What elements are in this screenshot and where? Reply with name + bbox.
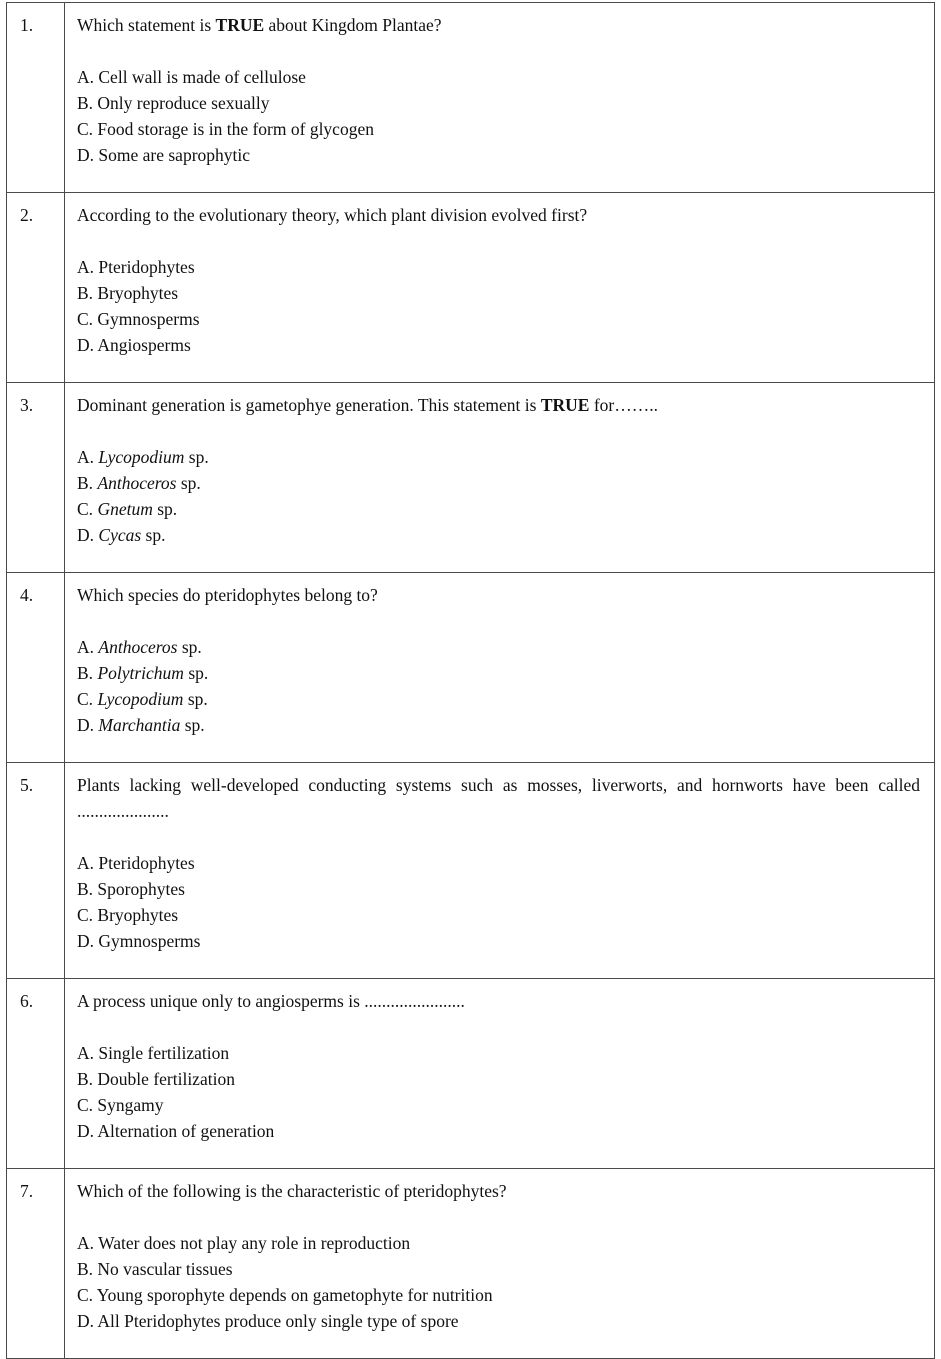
option-segment: C. Young sporophyte depends on gametophyte for nutrition bbox=[77, 1285, 493, 1305]
option-segment: sp. bbox=[152, 499, 178, 519]
question-text-segment: A process unique only to angiosperms is ....................... bbox=[77, 991, 465, 1011]
option-segment: D. Gymnosperms bbox=[77, 931, 201, 951]
question-number: 7. bbox=[7, 1169, 65, 1359]
question-text-segment: TRUE bbox=[215, 15, 265, 35]
option-c bbox=[77, 1282, 920, 1308]
question-content bbox=[65, 763, 935, 979]
option-b bbox=[77, 660, 920, 686]
option-segment: sp. bbox=[184, 447, 209, 467]
option-segment: A. Pteridophytes bbox=[77, 853, 195, 873]
option-c bbox=[77, 116, 920, 142]
question-content bbox=[65, 383, 935, 573]
option-segment: Marchantia bbox=[98, 715, 181, 735]
option-segment: D. Angiosperms bbox=[77, 335, 191, 355]
option-b bbox=[77, 1066, 920, 1092]
option-segment: A. Pteridophytes bbox=[77, 257, 195, 277]
question-content bbox=[65, 979, 935, 1169]
option-segment: C. Syngamy bbox=[77, 1095, 164, 1115]
option-d bbox=[77, 1118, 920, 1144]
question-row bbox=[7, 193, 935, 383]
option-segment: sp. bbox=[183, 689, 208, 709]
option-a bbox=[77, 850, 920, 876]
option-d bbox=[77, 332, 920, 358]
options-list bbox=[77, 1040, 920, 1144]
option-segment: Anthoceros bbox=[98, 637, 178, 657]
option-segment: B. Bryophytes bbox=[77, 283, 179, 303]
options-list bbox=[77, 634, 920, 738]
option-c bbox=[77, 686, 920, 712]
options-list bbox=[77, 1230, 920, 1334]
option-segment: sp. bbox=[141, 525, 166, 545]
option-segment: Gnetum bbox=[97, 499, 153, 519]
option-a bbox=[77, 254, 920, 280]
question-text bbox=[77, 202, 920, 228]
question-text-segment: for…….. bbox=[589, 395, 658, 415]
question-text bbox=[77, 392, 920, 418]
question-text-segment: Which species do pteridophytes belong to? bbox=[77, 585, 378, 605]
question-content bbox=[65, 193, 935, 383]
options-list bbox=[77, 444, 920, 548]
option-a bbox=[77, 1040, 920, 1066]
options-list bbox=[77, 64, 920, 168]
option-segment: C. Bryophytes bbox=[77, 905, 179, 925]
option-b bbox=[77, 876, 920, 902]
option-segment: D. bbox=[77, 715, 99, 735]
option-segment: A. Single fertilization bbox=[77, 1043, 230, 1063]
question-text bbox=[77, 582, 920, 608]
option-segment: B. bbox=[77, 473, 98, 493]
option-segment: sp. bbox=[183, 663, 209, 683]
option-segment: sp. bbox=[177, 637, 202, 657]
question-text-segment: about Kingdom Plantae? bbox=[264, 15, 442, 35]
option-d bbox=[77, 1308, 920, 1334]
question-text-segment: According to the evolutionary theory, which plant division evolved first? bbox=[77, 205, 588, 225]
question-number: 1. bbox=[7, 3, 65, 193]
option-d bbox=[77, 928, 920, 954]
option-segment: Anthoceros bbox=[97, 473, 177, 493]
option-segment: sp. bbox=[180, 715, 205, 735]
option-b bbox=[77, 1256, 920, 1282]
option-segment: A. bbox=[77, 447, 99, 467]
option-a bbox=[77, 444, 920, 470]
option-segment: D. bbox=[77, 525, 99, 545]
option-b bbox=[77, 280, 920, 306]
question-content bbox=[65, 3, 935, 193]
option-segment: D. Some are saprophytic bbox=[77, 145, 251, 165]
question-text bbox=[77, 988, 920, 1014]
question-row bbox=[7, 573, 935, 763]
question-text-segment: Plants lacking well-developed conducting systems such as mosses, liverworts, and hornworts have been called ..................... bbox=[77, 775, 920, 821]
option-segment: sp. bbox=[176, 473, 201, 493]
question-row bbox=[7, 3, 935, 193]
option-d bbox=[77, 712, 920, 738]
question-text bbox=[77, 772, 920, 824]
option-b bbox=[77, 90, 920, 116]
option-segment: C. Food storage is in the form of glycogen bbox=[77, 119, 374, 139]
question-row bbox=[7, 979, 935, 1169]
question-text bbox=[77, 12, 920, 38]
question-number: 3. bbox=[7, 383, 65, 573]
option-a bbox=[77, 1230, 920, 1256]
quiz-table-body bbox=[7, 3, 935, 1359]
option-segment: B. Only reproduce sexually bbox=[77, 93, 270, 113]
question-row bbox=[7, 763, 935, 979]
option-segment: C. Gymnosperms bbox=[77, 309, 200, 329]
question-content bbox=[65, 573, 935, 763]
question-text-segment: Dominant generation is gametophye generation. This statement is bbox=[77, 395, 541, 415]
option-d bbox=[77, 142, 920, 168]
option-segment: C. bbox=[77, 499, 98, 519]
option-a bbox=[77, 634, 920, 660]
options-list bbox=[77, 254, 920, 358]
question-text-segment: Which of the following is the characteristic of pteridophytes? bbox=[77, 1181, 507, 1201]
question-text-segment: TRUE bbox=[540, 395, 590, 415]
quiz-table bbox=[6, 2, 935, 1359]
options-list bbox=[77, 850, 920, 954]
option-segment: B. Sporophytes bbox=[77, 879, 185, 899]
option-c bbox=[77, 1092, 920, 1118]
question-number: 4. bbox=[7, 573, 65, 763]
option-segment: D. All Pteridophytes produce only single type of spore bbox=[77, 1311, 459, 1331]
option-segment: A. Water does not play any role in reproduction bbox=[77, 1233, 411, 1253]
option-segment: A. Cell wall is made of cellulose bbox=[77, 67, 306, 87]
question-text bbox=[77, 1178, 920, 1204]
option-segment: Polytrichum bbox=[97, 663, 184, 683]
option-segment: D. Alternation of generation bbox=[77, 1121, 275, 1141]
option-c bbox=[77, 496, 920, 522]
question-number: 2. bbox=[7, 193, 65, 383]
option-segment: B. Double fertilization bbox=[77, 1069, 235, 1089]
option-c bbox=[77, 306, 920, 332]
option-segment: Lycopodium bbox=[98, 447, 185, 467]
question-row bbox=[7, 383, 935, 573]
option-c bbox=[77, 902, 920, 928]
option-segment: Cycas bbox=[98, 525, 142, 545]
question-number: 5. bbox=[7, 763, 65, 979]
option-segment: C. bbox=[77, 689, 98, 709]
option-b bbox=[77, 470, 920, 496]
option-segment: B. bbox=[77, 663, 98, 683]
question-content bbox=[65, 1169, 935, 1359]
question-number: 6. bbox=[7, 979, 65, 1169]
question-text-segment: Which statement is bbox=[77, 15, 216, 35]
option-segment: B. No vascular tissues bbox=[77, 1259, 233, 1279]
option-segment: Lycopodium bbox=[97, 689, 184, 709]
option-a bbox=[77, 64, 920, 90]
question-row bbox=[7, 1169, 935, 1359]
option-d bbox=[77, 522, 920, 548]
option-segment: A. bbox=[77, 637, 99, 657]
